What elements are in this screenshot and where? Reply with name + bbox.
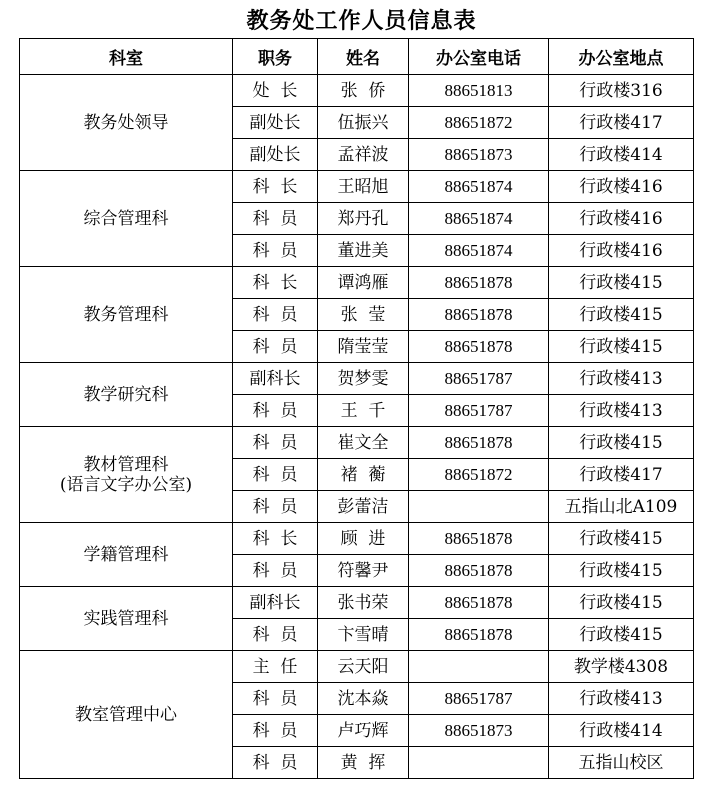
phone-cell: 88651874 [409,203,549,235]
phone-cell: 88651878 [409,587,549,619]
phone-cell: 88651873 [409,715,549,747]
position-cell: 副科长 [233,363,318,395]
room-cell: 行政楼413 [549,395,694,427]
position-cell: 科 员 [233,683,318,715]
name-cell: 王 千 [318,395,409,427]
phone-cell: 88651878 [409,555,549,587]
name-cell: 沈本焱 [318,683,409,715]
header-room: 办公室地点 [549,39,694,75]
room-cell: 行政楼413 [549,683,694,715]
dept-cell [20,363,233,427]
dept-label: 教室管理中心 [75,704,177,725]
position-cell: 科 员 [233,299,318,331]
dept-label: 教学研究科 [83,384,169,405]
dept-label: 实践管理科 [83,608,169,629]
position-cell: 科 员 [233,427,318,459]
room-cell: 行政楼415 [549,267,694,299]
room-cell: 行政楼414 [549,139,694,171]
table-header-row [20,39,694,75]
room-cell: 行政楼416 [549,235,694,267]
dept-cell [20,651,233,779]
position-cell: 副处长 [233,139,318,171]
phone-cell: 88651874 [409,171,549,203]
phone-cell [409,491,549,523]
name-cell: 卢巧辉 [318,715,409,747]
phone-cell: 88651878 [409,523,549,555]
room-cell: 教学楼4308 [549,651,694,683]
phone-cell: 88651872 [409,459,549,491]
phone-cell: 88651878 [409,299,549,331]
name-cell: 顾 进 [318,523,409,555]
name-cell: 隋莹莹 [318,331,409,363]
dept-label: 教务处领导 [83,112,169,133]
position-cell: 科 员 [233,619,318,651]
table-row [20,75,694,107]
position-cell: 处 长 [233,75,318,107]
phone-cell [409,747,549,779]
dept-cell [20,427,233,523]
room-cell: 行政楼414 [549,715,694,747]
room-cell: 行政楼415 [549,427,694,459]
position-cell: 科 长 [233,171,318,203]
name-cell: 张 莹 [318,299,409,331]
table-body [20,75,694,779]
room-cell: 行政楼415 [549,619,694,651]
position-cell: 科 员 [233,555,318,587]
room-cell: 行政楼416 [549,203,694,235]
room-cell: 行政楼417 [549,459,694,491]
phone-cell: 88651874 [409,235,549,267]
dept-cell [20,587,233,651]
dept-cell [20,523,233,587]
name-cell: 王昭旭 [318,171,409,203]
name-cell: 董进美 [318,235,409,267]
table-row [20,651,694,683]
room-cell: 行政楼416 [549,171,694,203]
dept-cell [20,75,233,171]
room-cell: 行政楼415 [549,523,694,555]
name-cell: 贺梦雯 [318,363,409,395]
room-cell: 行政楼415 [549,331,694,363]
position-cell: 科 员 [233,747,318,779]
phone-cell: 88651878 [409,619,549,651]
header-name: 姓名 [318,39,409,75]
room-cell: 五指山北A109 [549,491,694,523]
position-cell: 科 员 [233,331,318,363]
name-cell: 张书荣 [318,587,409,619]
header-position: 职务 [233,39,318,75]
phone-cell: 88651873 [409,139,549,171]
position-cell: 科 员 [233,395,318,427]
name-cell: 崔文全 [318,427,409,459]
name-cell: 谭鸿雁 [318,267,409,299]
header-dept: 科室 [20,39,233,75]
room-cell: 行政楼415 [549,555,694,587]
dept-cell [20,267,233,363]
position-cell: 科 员 [233,491,318,523]
position-cell: 科 员 [233,715,318,747]
phone-cell: 88651787 [409,683,549,715]
dept-label: 学籍管理科 [83,544,169,565]
name-cell: 伍振兴 [318,107,409,139]
phone-cell: 88651878 [409,427,549,459]
dept-cell [20,171,233,267]
name-cell: 郑丹孔 [318,203,409,235]
room-cell: 行政楼415 [549,587,694,619]
position-cell: 副处长 [233,107,318,139]
phone-cell: 88651878 [409,331,549,363]
position-cell: 科 长 [233,523,318,555]
position-cell: 科 员 [233,235,318,267]
table-row [20,427,694,459]
dept-label: 教材管理科 [83,454,169,475]
phone-cell [409,651,549,683]
room-cell: 行政楼415 [549,299,694,331]
name-cell: 褚 蘅 [318,459,409,491]
phone-cell: 88651787 [409,363,549,395]
position-cell: 副科长 [233,587,318,619]
table-row [20,523,694,555]
phone-cell: 88651878 [409,267,549,299]
name-cell: 黄 挥 [318,747,409,779]
staff-info-table [19,38,694,779]
name-cell: 孟祥波 [318,139,409,171]
table-row [20,267,694,299]
page-title: 教务处工作人员信息表 [246,8,477,34]
dept-label: 教务管理科 [83,304,169,325]
dept-label: (语言文字办公室) [59,474,193,495]
phone-cell: 88651872 [409,107,549,139]
position-cell: 主 任 [233,651,318,683]
header-phone: 办公室电话 [409,39,549,75]
name-cell: 云天阳 [318,651,409,683]
name-cell: 彭蕾洁 [318,491,409,523]
room-cell: 行政楼413 [549,363,694,395]
position-cell: 科 员 [233,459,318,491]
name-cell: 符馨尹 [318,555,409,587]
room-cell: 行政楼316 [549,75,694,107]
table-row [20,171,694,203]
table-row [20,363,694,395]
phone-cell: 88651813 [409,75,549,107]
dept-label: 综合管理科 [83,208,169,229]
position-cell: 科 员 [233,203,318,235]
room-cell: 行政楼417 [549,107,694,139]
name-cell: 张 侨 [318,75,409,107]
position-cell: 科 长 [233,267,318,299]
phone-cell: 88651787 [409,395,549,427]
table-row [20,587,694,619]
name-cell: 卞雪晴 [318,619,409,651]
room-cell: 五指山校区 [549,747,694,779]
